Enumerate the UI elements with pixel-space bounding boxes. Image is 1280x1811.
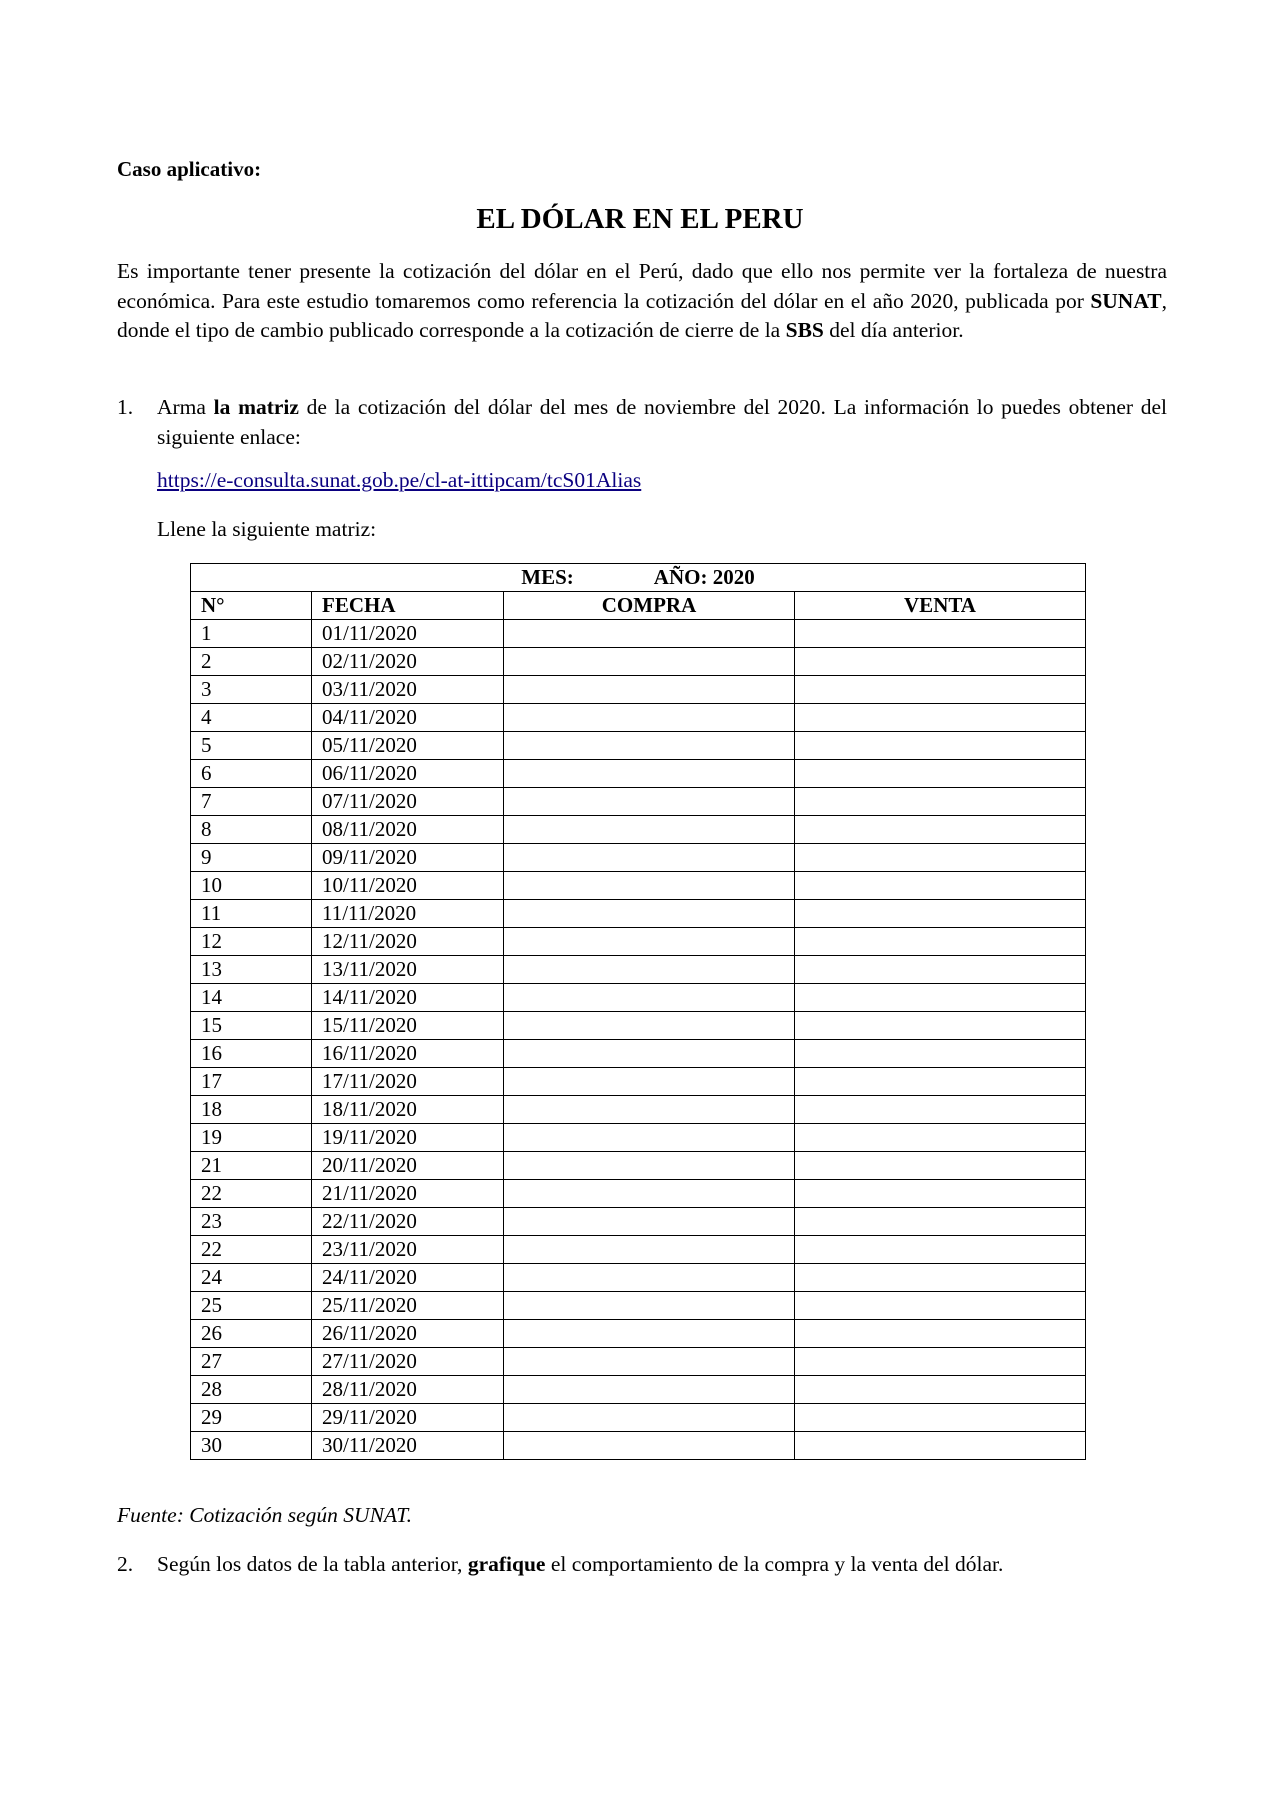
row-date: 20/11/2020 [312,1152,504,1180]
row-number: 22 [191,1180,312,1208]
table-row [191,1180,1086,1208]
row-number: 30 [191,1432,312,1460]
intro-paragraph: Es importante tener presente la cotización del dólar en el Perú, dado que ello nos permite ver la fortaleza de nuestra económica. Para este estudio tomaremos como referencia la cotización del dólar en el año 2020, publicada por SUNAT, donde el tipo de cambio publicado corresponde a la cotización de cierre de la SBS del día anterior. [117,259,1167,342]
table-row [191,732,1086,760]
compra-cell[interactable] [504,1096,795,1124]
venta-cell[interactable] [795,928,1086,956]
table-row [191,872,1086,900]
row-date: 18/11/2020 [312,1096,504,1124]
row-number: 12 [191,928,312,956]
case-heading: Caso aplicativo: [117,157,262,181]
row-date: 02/11/2020 [312,648,504,676]
compra-cell[interactable] [504,1124,795,1152]
table-row [191,816,1086,844]
table-row [191,984,1086,1012]
header-fecha: FECHA [312,592,504,620]
compra-cell[interactable] [504,956,795,984]
venta-cell[interactable] [795,760,1086,788]
source-note: Fuente: Cotización según SUNAT. [117,1503,412,1527]
compra-cell[interactable] [504,760,795,788]
row-date: 05/11/2020 [312,732,504,760]
mes-label: MES: [521,565,574,589]
row-date: 11/11/2020 [312,900,504,928]
row-date: 29/11/2020 [312,1404,504,1432]
table-row [191,1152,1086,1180]
sunat-link[interactable]: https://e-consulta.sunat.gob.pe/cl-at-ittipcam/tcS01Alias [157,468,642,492]
table-row [191,928,1086,956]
row-number: 14 [191,984,312,1012]
row-date: 23/11/2020 [312,1236,504,1264]
row-number: 8 [191,816,312,844]
venta-cell[interactable] [795,648,1086,676]
row-date: 07/11/2020 [312,788,504,816]
row-number: 6 [191,760,312,788]
table-row [191,676,1086,704]
compra-cell[interactable] [504,1320,795,1348]
venta-cell[interactable] [795,1292,1086,1320]
table-row [191,1348,1086,1376]
venta-cell[interactable] [795,1068,1086,1096]
table-row [191,704,1086,732]
row-number: 22 [191,1236,312,1264]
row-date: 25/11/2020 [312,1292,504,1320]
table-row [191,1236,1086,1264]
row-date: 09/11/2020 [312,844,504,872]
compra-cell[interactable] [504,732,795,760]
row-number: 25 [191,1292,312,1320]
compra-cell[interactable] [504,676,795,704]
header-compra: COMPRA [504,592,795,620]
row-number: 19 [191,1124,312,1152]
venta-cell[interactable] [795,872,1086,900]
row-date: 16/11/2020 [312,1040,504,1068]
compra-cell[interactable] [504,872,795,900]
compra-cell[interactable] [504,1292,795,1320]
row-number: 24 [191,1264,312,1292]
exchange-rate-matrix [190,563,1086,1460]
venta-cell[interactable] [795,676,1086,704]
row-number: 16 [191,1040,312,1068]
fill-instruction: Llene la siguiente matriz: [157,517,377,541]
row-number: 28 [191,1376,312,1404]
compra-cell[interactable] [504,816,795,844]
table-row [191,1292,1086,1320]
list-number: 1. [117,395,134,419]
compra-cell[interactable] [504,704,795,732]
row-date: 04/11/2020 [312,704,504,732]
row-number: 1 [191,620,312,648]
row-date: 12/11/2020 [312,928,504,956]
table-row [191,1432,1086,1460]
compra-cell[interactable] [504,1432,795,1460]
row-date: 27/11/2020 [312,1348,504,1376]
row-number: 27 [191,1348,312,1376]
table-title-row [191,564,1086,592]
compra-cell[interactable] [504,844,795,872]
row-number: 11 [191,900,312,928]
compra-cell[interactable] [504,1068,795,1096]
compra-cell[interactable] [504,788,795,816]
venta-cell[interactable] [795,1320,1086,1348]
row-date: 19/11/2020 [312,1124,504,1152]
venta-cell[interactable] [795,1432,1086,1460]
venta-cell[interactable] [795,816,1086,844]
table-row [191,1068,1086,1096]
venta-cell[interactable] [795,732,1086,760]
row-date: 26/11/2020 [312,1320,504,1348]
list-item-text: Según los datos de la tabla anterior, grafique el comportamiento de la compra y la venta del dólar. [157,1552,1004,1576]
venta-cell[interactable] [795,620,1086,648]
table-row [191,1264,1086,1292]
compra-cell[interactable] [504,620,795,648]
row-number: 18 [191,1096,312,1124]
venta-cell[interactable] [795,1376,1086,1404]
venta-cell[interactable] [795,1348,1086,1376]
table-row [191,648,1086,676]
row-number: 5 [191,732,312,760]
table-row [191,1040,1086,1068]
venta-cell[interactable] [795,1404,1086,1432]
row-date: 14/11/2020 [312,984,504,1012]
venta-cell[interactable] [795,1040,1086,1068]
table-row [191,900,1086,928]
row-date: 08/11/2020 [312,816,504,844]
row-number: 23 [191,1208,312,1236]
venta-cell[interactable] [795,844,1086,872]
table-row [191,956,1086,984]
compra-cell[interactable] [504,928,795,956]
venta-cell[interactable] [795,956,1086,984]
row-date: 01/11/2020 [312,620,504,648]
table-row [191,788,1086,816]
table-row [191,1320,1086,1348]
table-row [191,1404,1086,1432]
compra-cell[interactable] [504,1264,795,1292]
compra-cell[interactable] [504,1376,795,1404]
row-date: 17/11/2020 [312,1068,504,1096]
row-date: 30/11/2020 [312,1432,504,1460]
row-number: 7 [191,788,312,816]
venta-cell[interactable] [795,788,1086,816]
venta-cell[interactable] [795,1096,1086,1124]
venta-cell[interactable] [795,1264,1086,1292]
compra-cell[interactable] [504,1404,795,1432]
row-date: 21/11/2020 [312,1180,504,1208]
sbs-bold: SBS [785,318,824,342]
compra-cell[interactable] [504,1040,795,1068]
row-number: 9 [191,844,312,872]
row-number: 21 [191,1152,312,1180]
compra-cell[interactable] [504,984,795,1012]
row-number: 15 [191,1012,312,1040]
compra-cell[interactable] [504,1180,795,1208]
venta-cell[interactable] [795,1236,1086,1264]
row-number: 13 [191,956,312,984]
compra-cell[interactable] [504,648,795,676]
row-date: 24/11/2020 [312,1264,504,1292]
table-row [191,1012,1086,1040]
venta-cell[interactable] [795,1152,1086,1180]
row-number: 4 [191,704,312,732]
row-number: 2 [191,648,312,676]
row-number: 17 [191,1068,312,1096]
table-row [191,760,1086,788]
compra-cell[interactable] [504,900,795,928]
compra-cell[interactable] [504,1348,795,1376]
compra-cell[interactable] [504,1012,795,1040]
table-body [191,620,1086,1460]
row-number: 26 [191,1320,312,1348]
row-date: 06/11/2020 [312,760,504,788]
venta-cell[interactable] [795,900,1086,928]
table-row [191,620,1086,648]
table-row [191,1208,1086,1236]
list-item-text: Arma la matriz de la cotización del dólar del mes de noviembre del 2020. La información lo puedes obtener del siguiente enlace: [157,395,1168,449]
anio-label: AÑO: 2020 [653,565,755,589]
compra-cell[interactable] [504,1208,795,1236]
header-venta: VENTA [795,592,1086,620]
compra-cell[interactable] [504,1236,795,1264]
list-number: 2. [117,1552,134,1576]
venta-cell[interactable] [795,1180,1086,1208]
list-item-1 [117,393,1167,452]
row-date: 28/11/2020 [312,1376,504,1404]
list-item-2 [117,1550,1167,1580]
table-header-row [191,592,1086,620]
venta-cell[interactable] [795,1124,1086,1152]
venta-cell[interactable] [795,984,1086,1012]
row-date: 10/11/2020 [312,872,504,900]
row-number: 3 [191,676,312,704]
venta-cell[interactable] [795,1208,1086,1236]
header-number: N° [191,592,312,620]
table-row [191,1124,1086,1152]
row-date: 13/11/2020 [312,956,504,984]
row-date: 15/11/2020 [312,1012,504,1040]
venta-cell[interactable] [795,1012,1086,1040]
sunat-bold: SUNAT [1090,288,1162,313]
page-title: EL DÓLAR EN EL PERU [476,203,804,235]
row-date: 03/11/2020 [312,676,504,704]
table-row [191,1376,1086,1404]
table-row [191,1096,1086,1124]
table-row [191,844,1086,872]
row-number: 10 [191,872,312,900]
row-number: 29 [191,1404,312,1432]
row-date: 22/11/2020 [312,1208,504,1236]
venta-cell[interactable] [795,704,1086,732]
compra-cell[interactable] [504,1152,795,1180]
